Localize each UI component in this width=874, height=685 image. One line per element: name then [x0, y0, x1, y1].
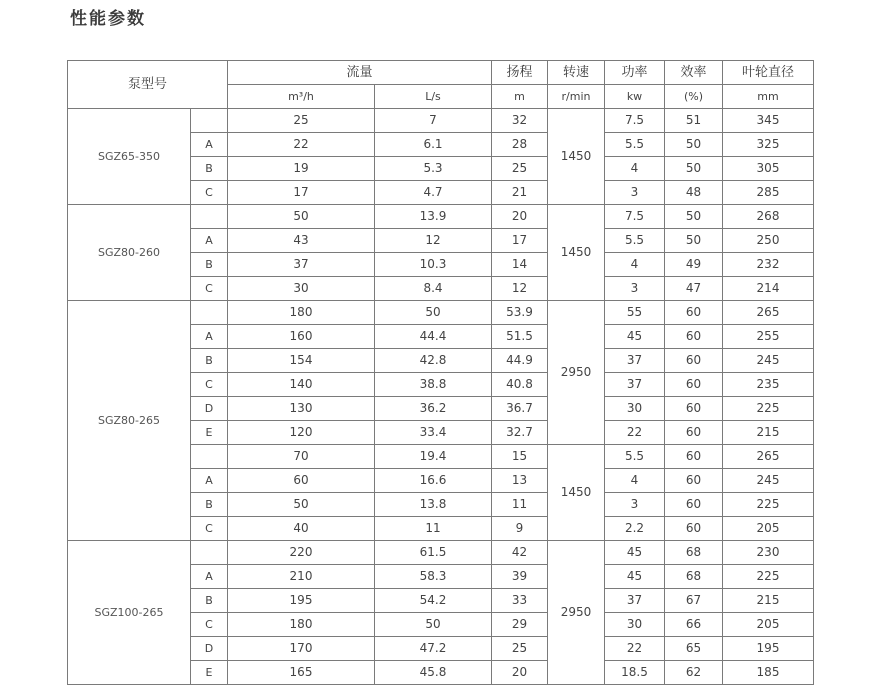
flow-ls-cell: 38.8: [375, 373, 492, 397]
suffix-cell: E: [191, 421, 228, 445]
flow-m3h-cell: 195: [228, 589, 375, 613]
flow-ls-cell: 8.4: [375, 277, 492, 301]
performance-table: [67, 60, 814, 685]
head-cell: 39: [492, 565, 548, 589]
efficiency-cell: 47: [665, 277, 723, 301]
flow-ls-cell: 5.3: [375, 157, 492, 181]
head-cell: 44.9: [492, 349, 548, 373]
unit-flow-ls: L/s: [375, 85, 492, 109]
suffix-cell: B: [191, 253, 228, 277]
efficiency-cell: 62: [665, 661, 723, 685]
suffix-cell: D: [191, 637, 228, 661]
flow-m3h-cell: 120: [228, 421, 375, 445]
power-cell: 30: [605, 613, 665, 637]
unit-power: kw: [605, 85, 665, 109]
efficiency-cell: 50: [665, 133, 723, 157]
suffix-cell: C: [191, 613, 228, 637]
suffix-cell: C: [191, 277, 228, 301]
head-cell: 36.7: [492, 397, 548, 421]
flow-ls-cell: 13.9: [375, 205, 492, 229]
impeller-cell: 245: [723, 469, 814, 493]
flow-m3h-cell: 154: [228, 349, 375, 373]
efficiency-cell: 68: [665, 541, 723, 565]
impeller-cell: 345: [723, 109, 814, 133]
head-cell: 21: [492, 181, 548, 205]
flow-ls-cell: 7: [375, 109, 492, 133]
efficiency-cell: 66: [665, 613, 723, 637]
head-cell: 29: [492, 613, 548, 637]
impeller-cell: 250: [723, 229, 814, 253]
head-cell: 51.5: [492, 325, 548, 349]
power-cell: 5.5: [605, 133, 665, 157]
flow-m3h-cell: 50: [228, 205, 375, 229]
suffix-cell: A: [191, 565, 228, 589]
head-cell: 40.8: [492, 373, 548, 397]
suffix-cell: C: [191, 373, 228, 397]
power-cell: 4: [605, 157, 665, 181]
suffix-cell: A: [191, 133, 228, 157]
flow-ls-cell: 16.6: [375, 469, 492, 493]
efficiency-cell: 60: [665, 469, 723, 493]
power-cell: 5.5: [605, 445, 665, 469]
flow-m3h-cell: 220: [228, 541, 375, 565]
speed-cell: 2950: [548, 301, 605, 445]
impeller-cell: 265: [723, 445, 814, 469]
efficiency-cell: 50: [665, 205, 723, 229]
power-cell: 3: [605, 277, 665, 301]
head-cell: 14: [492, 253, 548, 277]
suffix-cell: [191, 445, 228, 469]
head-cell: 25: [492, 157, 548, 181]
efficiency-cell: 68: [665, 565, 723, 589]
page-title: 性能参数: [70, 9, 146, 29]
suffix-cell: B: [191, 493, 228, 517]
efficiency-cell: 49: [665, 253, 723, 277]
impeller-cell: 214: [723, 277, 814, 301]
head-cell: 11: [492, 493, 548, 517]
header-speed: 转速: [548, 61, 605, 85]
head-cell: 15: [492, 445, 548, 469]
flow-ls-cell: 61.5: [375, 541, 492, 565]
table-row: [68, 205, 814, 229]
flow-m3h-cell: 180: [228, 613, 375, 637]
unit-impeller: mm: [723, 85, 814, 109]
power-cell: 3: [605, 493, 665, 517]
power-cell: 37: [605, 373, 665, 397]
flow-m3h-cell: 130: [228, 397, 375, 421]
header-model: 泵型号: [68, 61, 228, 109]
header-efficiency: 效率: [665, 61, 723, 85]
flow-ls-cell: 6.1: [375, 133, 492, 157]
suffix-cell: C: [191, 181, 228, 205]
suffix-cell: [191, 301, 228, 325]
impeller-cell: 215: [723, 589, 814, 613]
suffix-cell: E: [191, 661, 228, 685]
head-cell: 25: [492, 637, 548, 661]
efficiency-cell: 60: [665, 301, 723, 325]
flow-m3h-cell: 17: [228, 181, 375, 205]
efficiency-cell: 60: [665, 493, 723, 517]
efficiency-cell: 60: [665, 325, 723, 349]
header-head: 扬程: [492, 61, 548, 85]
impeller-cell: 268: [723, 205, 814, 229]
flow-m3h-cell: 160: [228, 325, 375, 349]
flow-m3h-cell: 43: [228, 229, 375, 253]
flow-ls-cell: 58.3: [375, 565, 492, 589]
impeller-cell: 325: [723, 133, 814, 157]
head-cell: 17: [492, 229, 548, 253]
impeller-cell: 255: [723, 325, 814, 349]
power-cell: 22: [605, 421, 665, 445]
model-cell: SGZ80-265: [68, 301, 191, 541]
impeller-cell: 215: [723, 421, 814, 445]
suffix-cell: [191, 541, 228, 565]
flow-m3h-cell: 60: [228, 469, 375, 493]
impeller-cell: 285: [723, 181, 814, 205]
impeller-cell: 232: [723, 253, 814, 277]
unit-head: m: [492, 85, 548, 109]
impeller-cell: 265: [723, 301, 814, 325]
flow-m3h-cell: 19: [228, 157, 375, 181]
flow-ls-cell: 4.7: [375, 181, 492, 205]
power-cell: 5.5: [605, 229, 665, 253]
impeller-cell: 245: [723, 349, 814, 373]
flow-ls-cell: 44.4: [375, 325, 492, 349]
power-cell: 55: [605, 301, 665, 325]
impeller-cell: 205: [723, 517, 814, 541]
flow-ls-cell: 42.8: [375, 349, 492, 373]
head-cell: 42: [492, 541, 548, 565]
speed-cell: 1450: [548, 109, 605, 205]
flow-m3h-cell: 25: [228, 109, 375, 133]
efficiency-cell: 65: [665, 637, 723, 661]
unit-efficiency: (%): [665, 85, 723, 109]
efficiency-cell: 67: [665, 589, 723, 613]
power-cell: 7.5: [605, 205, 665, 229]
flow-ls-cell: 36.2: [375, 397, 492, 421]
suffix-cell: A: [191, 229, 228, 253]
flow-ls-cell: 47.2: [375, 637, 492, 661]
power-cell: 7.5: [605, 109, 665, 133]
flow-m3h-cell: 50: [228, 493, 375, 517]
suffix-cell: A: [191, 469, 228, 493]
impeller-cell: 195: [723, 637, 814, 661]
flow-ls-cell: 50: [375, 301, 492, 325]
power-cell: 2.2: [605, 517, 665, 541]
power-cell: 3: [605, 181, 665, 205]
model-cell: SGZ100-265: [68, 541, 191, 685]
impeller-cell: 205: [723, 613, 814, 637]
impeller-cell: 185: [723, 661, 814, 685]
flow-ls-cell: 11: [375, 517, 492, 541]
header-power: 功率: [605, 61, 665, 85]
impeller-cell: 225: [723, 565, 814, 589]
head-cell: 28: [492, 133, 548, 157]
power-cell: 22: [605, 637, 665, 661]
head-cell: 12: [492, 277, 548, 301]
flow-m3h-cell: 37: [228, 253, 375, 277]
header-row: [68, 61, 814, 85]
suffix-cell: B: [191, 157, 228, 181]
flow-m3h-cell: 140: [228, 373, 375, 397]
speed-cell: 2950: [548, 541, 605, 685]
efficiency-cell: 50: [665, 157, 723, 181]
head-cell: 32: [492, 109, 548, 133]
unit-speed: r/min: [548, 85, 605, 109]
power-cell: 37: [605, 349, 665, 373]
flow-m3h-cell: 22: [228, 133, 375, 157]
flow-m3h-cell: 30: [228, 277, 375, 301]
head-cell: 53.9: [492, 301, 548, 325]
power-cell: 45: [605, 565, 665, 589]
impeller-cell: 225: [723, 493, 814, 517]
table-row: [68, 541, 814, 565]
efficiency-cell: 60: [665, 421, 723, 445]
impeller-cell: 305: [723, 157, 814, 181]
efficiency-cell: 48: [665, 181, 723, 205]
impeller-cell: 235: [723, 373, 814, 397]
flow-ls-cell: 45.8: [375, 661, 492, 685]
efficiency-cell: 60: [665, 349, 723, 373]
efficiency-cell: 51: [665, 109, 723, 133]
head-cell: 32.7: [492, 421, 548, 445]
suffix-cell: [191, 109, 228, 133]
power-cell: 4: [605, 253, 665, 277]
suffix-cell: C: [191, 517, 228, 541]
speed-cell: 1450: [548, 205, 605, 301]
flow-ls-cell: 13.8: [375, 493, 492, 517]
power-cell: 4: [605, 469, 665, 493]
head-cell: 20: [492, 205, 548, 229]
impeller-cell: 230: [723, 541, 814, 565]
power-cell: 30: [605, 397, 665, 421]
flow-m3h-cell: 170: [228, 637, 375, 661]
head-cell: 9: [492, 517, 548, 541]
flow-m3h-cell: 180: [228, 301, 375, 325]
flow-m3h-cell: 40: [228, 517, 375, 541]
flow-ls-cell: 10.3: [375, 253, 492, 277]
flow-ls-cell: 19.4: [375, 445, 492, 469]
flow-ls-cell: 54.2: [375, 589, 492, 613]
flow-m3h-cell: 210: [228, 565, 375, 589]
power-cell: 45: [605, 541, 665, 565]
suffix-cell: B: [191, 349, 228, 373]
efficiency-cell: 60: [665, 445, 723, 469]
unit-flow-m3h: m³/h: [228, 85, 375, 109]
power-cell: 18.5: [605, 661, 665, 685]
efficiency-cell: 50: [665, 229, 723, 253]
suffix-cell: A: [191, 325, 228, 349]
efficiency-cell: 60: [665, 517, 723, 541]
head-cell: 33: [492, 589, 548, 613]
head-cell: 13: [492, 469, 548, 493]
header-flow: 流量: [228, 61, 492, 85]
power-cell: 45: [605, 325, 665, 349]
efficiency-cell: 60: [665, 373, 723, 397]
head-cell: 20: [492, 661, 548, 685]
table-row: [68, 109, 814, 133]
model-cell: SGZ65-350: [68, 109, 191, 205]
flow-ls-cell: 33.4: [375, 421, 492, 445]
flow-ls-cell: 50: [375, 613, 492, 637]
efficiency-cell: 60: [665, 397, 723, 421]
impeller-cell: 225: [723, 397, 814, 421]
power-cell: 37: [605, 589, 665, 613]
speed-cell: 1450: [548, 445, 605, 541]
model-cell: SGZ80-260: [68, 205, 191, 301]
suffix-cell: [191, 205, 228, 229]
flow-ls-cell: 12: [375, 229, 492, 253]
suffix-cell: D: [191, 397, 228, 421]
flow-m3h-cell: 165: [228, 661, 375, 685]
flow-m3h-cell: 70: [228, 445, 375, 469]
suffix-cell: B: [191, 589, 228, 613]
table-row: [68, 301, 814, 325]
header-impeller: 叶轮直径: [723, 61, 814, 85]
